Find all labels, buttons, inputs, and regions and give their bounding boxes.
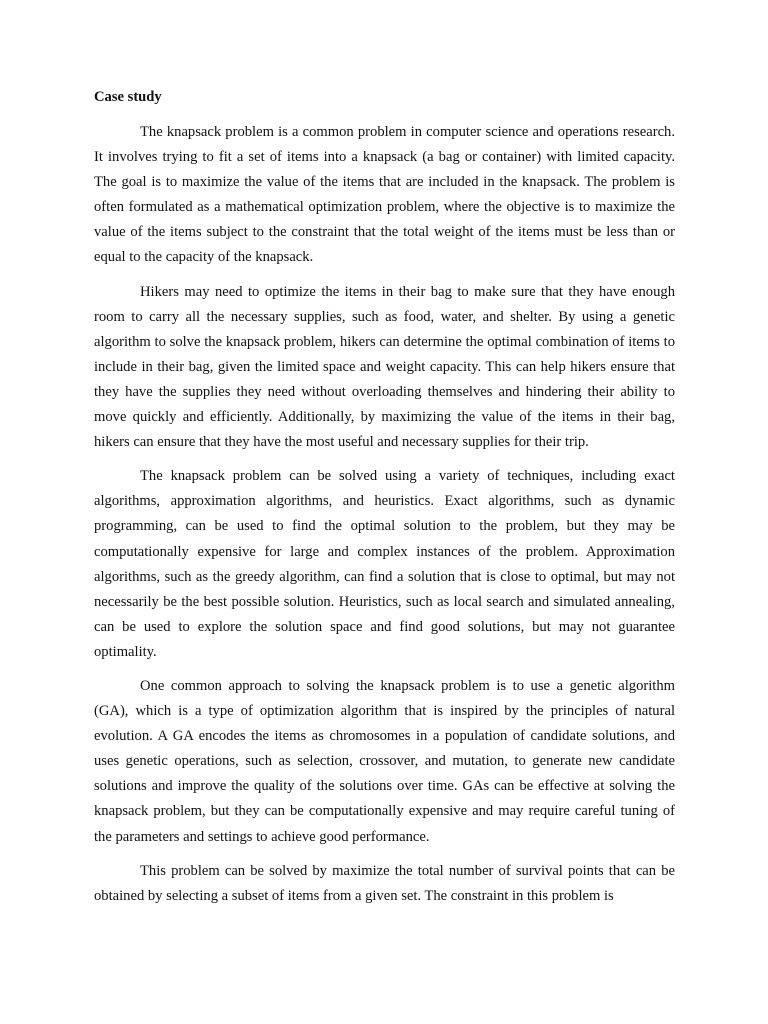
- paragraph-knapsack-intro: The knapsack problem is a common problem in computer science and operations research. It involves trying to fit a set of items into a knapsack (a bag or container) with limited capacity. The goal is to maximize the value of the items that are included in the knapsack. The problem is often formulated as a mathematical optimization problem, where the objective is to maximize the value of the items subject to the constraint that the total weight of the items must be less than or equal to the capacity of the knapsack.: [94, 124, 675, 266]
- document-body: [94, 86, 675, 918]
- paragraph-hikers: Hikers may need to optimize the items in their bag to make sure that they have enough room to carry all the necessary supplies, such as food, water, and shelter. By using a genetic algorithm to solve the knapsack problem, hikers can determine the optimal combination of items to include in their bag, given the limited space and weight capacity. This can help hikers ensure that they have the supplies they need without overloading themselves and hindering their ability to move quickly and efficiently. Additionally, by maximizing the value of the items in their bag, hikers can ensure that they have the most useful and necessary supplies for their trip.: [94, 283, 675, 451]
- paragraph-genetic-algorithm: One common approach to solving the knapsack problem is to use a genetic algorithm (GA), which is a type of optimization algorithm that is inspired by the principles of natural evolution. A GA encodes the items as chromosomes in a population of candidate solutions, and uses genetic operations, such as selection, crossover, and mutation, to generate new candidate solutions and improve the quality of the solutions over time. GAs can be effective at solving the knapsack problem, but they can be computationally expensive and may require careful tuning of the parameters and settings to achieve good performance.: [94, 677, 675, 845]
- section-heading: Case study: [94, 89, 162, 105]
- paragraph-techniques: The knapsack problem can be solved using a variety of techniques, including exact algorithms, approximation algorithms, and heuristics. Exact algorithms, such as dynamic programming, can be used to find the optimal solution to the problem, but they may be computationally expensive for large and complex instances of the problem. Approximation algorithms, such as the greedy algorithm, can find a solution that is close to optimal, but may not necessarily be the best possible solution. Heuristics, such as local search and simulated annealing, can be used to explore the solution space and find good solutions, but may not guarantee optimality.: [94, 468, 675, 660]
- paragraph-survival-points: This problem can be solved by maximize the total number of survival points that can be obtained by selecting a subset of items from a given set. The constraint in this problem is: [94, 862, 675, 904]
